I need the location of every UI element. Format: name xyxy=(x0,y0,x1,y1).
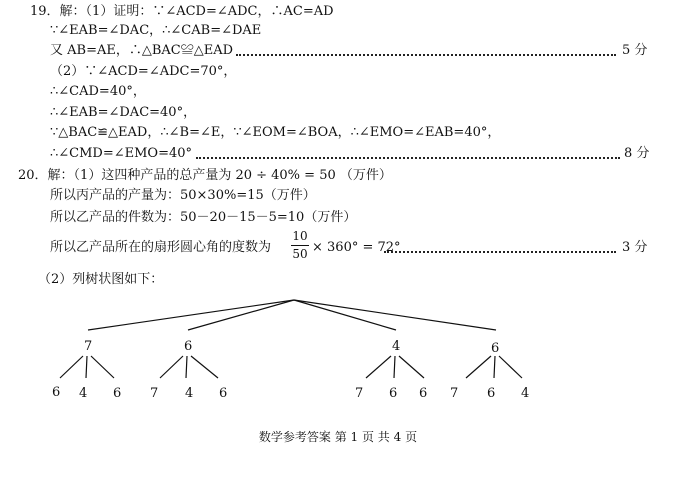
q19-score-1: 5 分 xyxy=(622,43,648,58)
q20-dot-leader-1 xyxy=(384,251,616,253)
tree-leaf: 6 xyxy=(419,386,428,401)
tree-leaf: 7 xyxy=(150,386,159,401)
tree-leaf: 6 xyxy=(219,386,228,401)
q20-line-1: 20．解：（1）这四种产品的总产量为 20 ÷ 40% = 50 （万件） xyxy=(18,168,392,183)
tree-leaf: 6 xyxy=(487,386,496,401)
q19-line-1: 19．解：（1）证明：∵∠ACD=∠ADC，∴AC=AD xyxy=(30,4,334,19)
q19-dot-leader-2 xyxy=(196,157,620,159)
fraction-numerator: 10 xyxy=(292,229,308,243)
q19-line-6: ∴∠EAB=∠DAC=40°， xyxy=(50,105,197,120)
tree-leaf: 6 xyxy=(113,386,122,401)
q20-line-4: 所以乙产品所在的扇形圆心角的度数为 xyxy=(50,240,272,255)
tree-leaf: 7 xyxy=(450,386,459,401)
q19-line-7: ∵△BAC≌△EAD，∴∠B=∠E，∵∠EOM=∠BOA，∴∠EMO=∠EAB=40°， xyxy=(50,125,501,140)
q19-line-2: ∵∠EAB=∠DAC，∴∠CAB=∠DAE xyxy=(50,23,262,38)
q19-dot-leader-1 xyxy=(236,54,616,56)
tree-leaf: 6 xyxy=(389,386,398,401)
fraction-denominator: 50 xyxy=(292,247,308,261)
tree-node-4: 6 xyxy=(491,341,500,356)
q20-line-4-tail: × 360° = 72° xyxy=(312,240,401,255)
tree-node-1: 7 xyxy=(84,339,93,354)
q20-line-5: （2）列树状图如下： xyxy=(38,272,164,287)
tree-leaf: 7 xyxy=(355,386,364,401)
q19-line-3: 又 AB=AE，∴△BAC≌△EAD xyxy=(50,43,234,58)
page-footer: 数学参考答案 第 1 页 共 4 页 xyxy=(258,430,418,444)
q20-line-3: 所以乙产品的件数为：50－20－15－5=10（万件） xyxy=(50,210,357,225)
tree-leaf: 4 xyxy=(521,386,530,401)
q19-score-2: 8 分 xyxy=(624,146,650,161)
q20-score-1: 3 分 xyxy=(622,240,648,255)
tree-node-2: 6 xyxy=(184,339,193,354)
tree-leaf: 6 xyxy=(52,385,61,400)
tree-node-3: 4 xyxy=(392,339,401,354)
q20-line-2: 所以丙产品的产量为：50×30%=15（万件） xyxy=(50,188,316,203)
tree-leaf: 4 xyxy=(79,386,88,401)
tree-leaf: 4 xyxy=(185,386,194,401)
tree-diagram xyxy=(0,290,676,410)
q19-line-4: （2）∵∠ACD=∠ADC=70°， xyxy=(50,64,237,79)
q19-line-8: ∴∠CMD=∠EMO=40° xyxy=(50,146,193,161)
q19-line-5: ∴∠CAD=40°， xyxy=(50,84,146,99)
fraction-bar xyxy=(291,245,309,246)
